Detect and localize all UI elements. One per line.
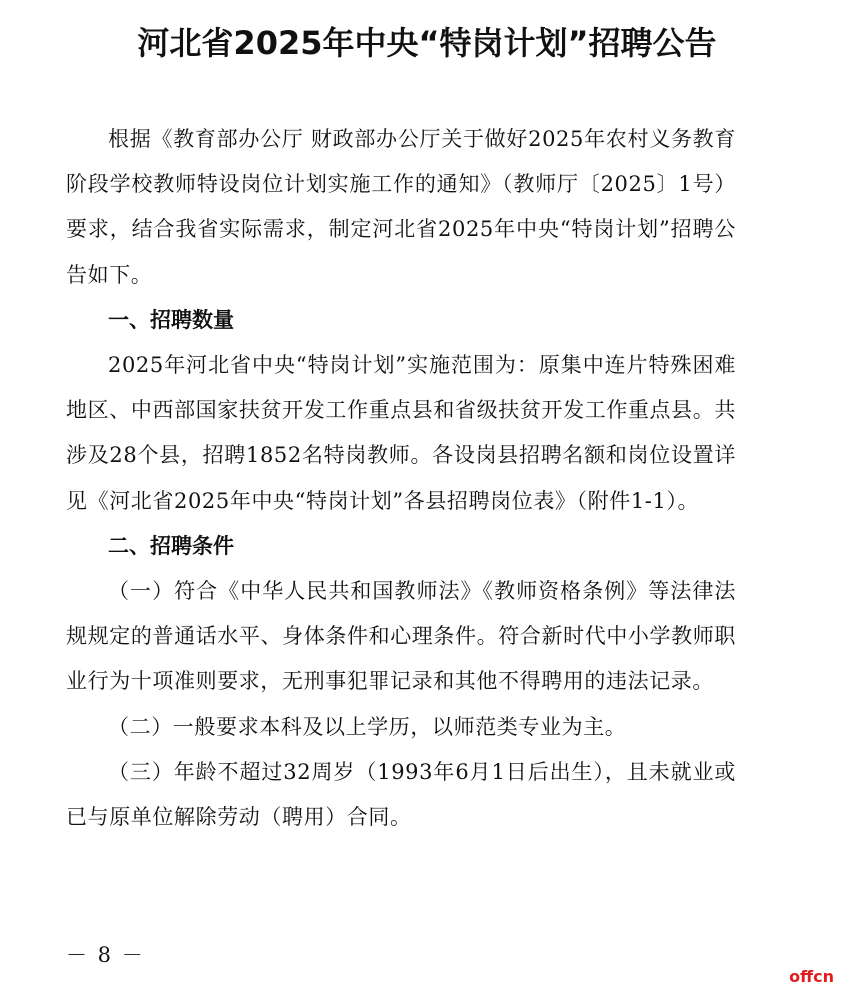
document-body [66,117,736,840]
page-number: － 8 － [66,943,145,967]
watermark-text: offcn [789,967,834,986]
offcn-watermark [789,968,834,986]
document-title: 河北省2025年中央“特岗计划”招聘公告 [137,24,717,62]
condition-3-paragraph: （三）年龄不超过32周岁（1993年6月1日后出生），且未就业或已与原单位解除劳动（聘用）合同。 [66,759,736,830]
recruitment-quantity-paragraph: 2025年河北省中央“特岗计划”实施范围为：原集中连片特殊困难地区、中西部国家扶贫开发工作重点县和省级扶贫开发工作重点县。共涉及28个县，招聘1852名特岗教师。各设岗县招聘名额和岗位设置详见《河北省2025年中央“特岗计划”各县招聘岗位表》（附件1-1）。 [66,353,736,513]
condition-2-paragraph: （二）一般要求本科及以上学历，以师范类专业为主。 [108,714,627,739]
section-heading-recruitment-conditions: 二、招聘条件 [108,533,234,558]
intro-paragraph: 根据《教育部办公厅 财政部办公厅关于做好2025年农村义务教育阶段学校教师特设岗位计划实施工作的通知》（教师厅〔2025〕1号）要求，结合我省实际需求，制定河北省2025年中央“特岗计划”招聘公告如下。 [66,127,736,287]
section-heading-recruitment-quantity: 一、招聘数量 [108,307,234,332]
condition-1-paragraph: （一）符合《中华人民共和国教师法》《教师资格条例》等法律法规规定的普通话水平、身体条件和心理条件。符合新时代中小学教师职业行为十项准则要求，无刑事犯罪记录和其他不得聘用的违法记录。 [66,579,736,694]
